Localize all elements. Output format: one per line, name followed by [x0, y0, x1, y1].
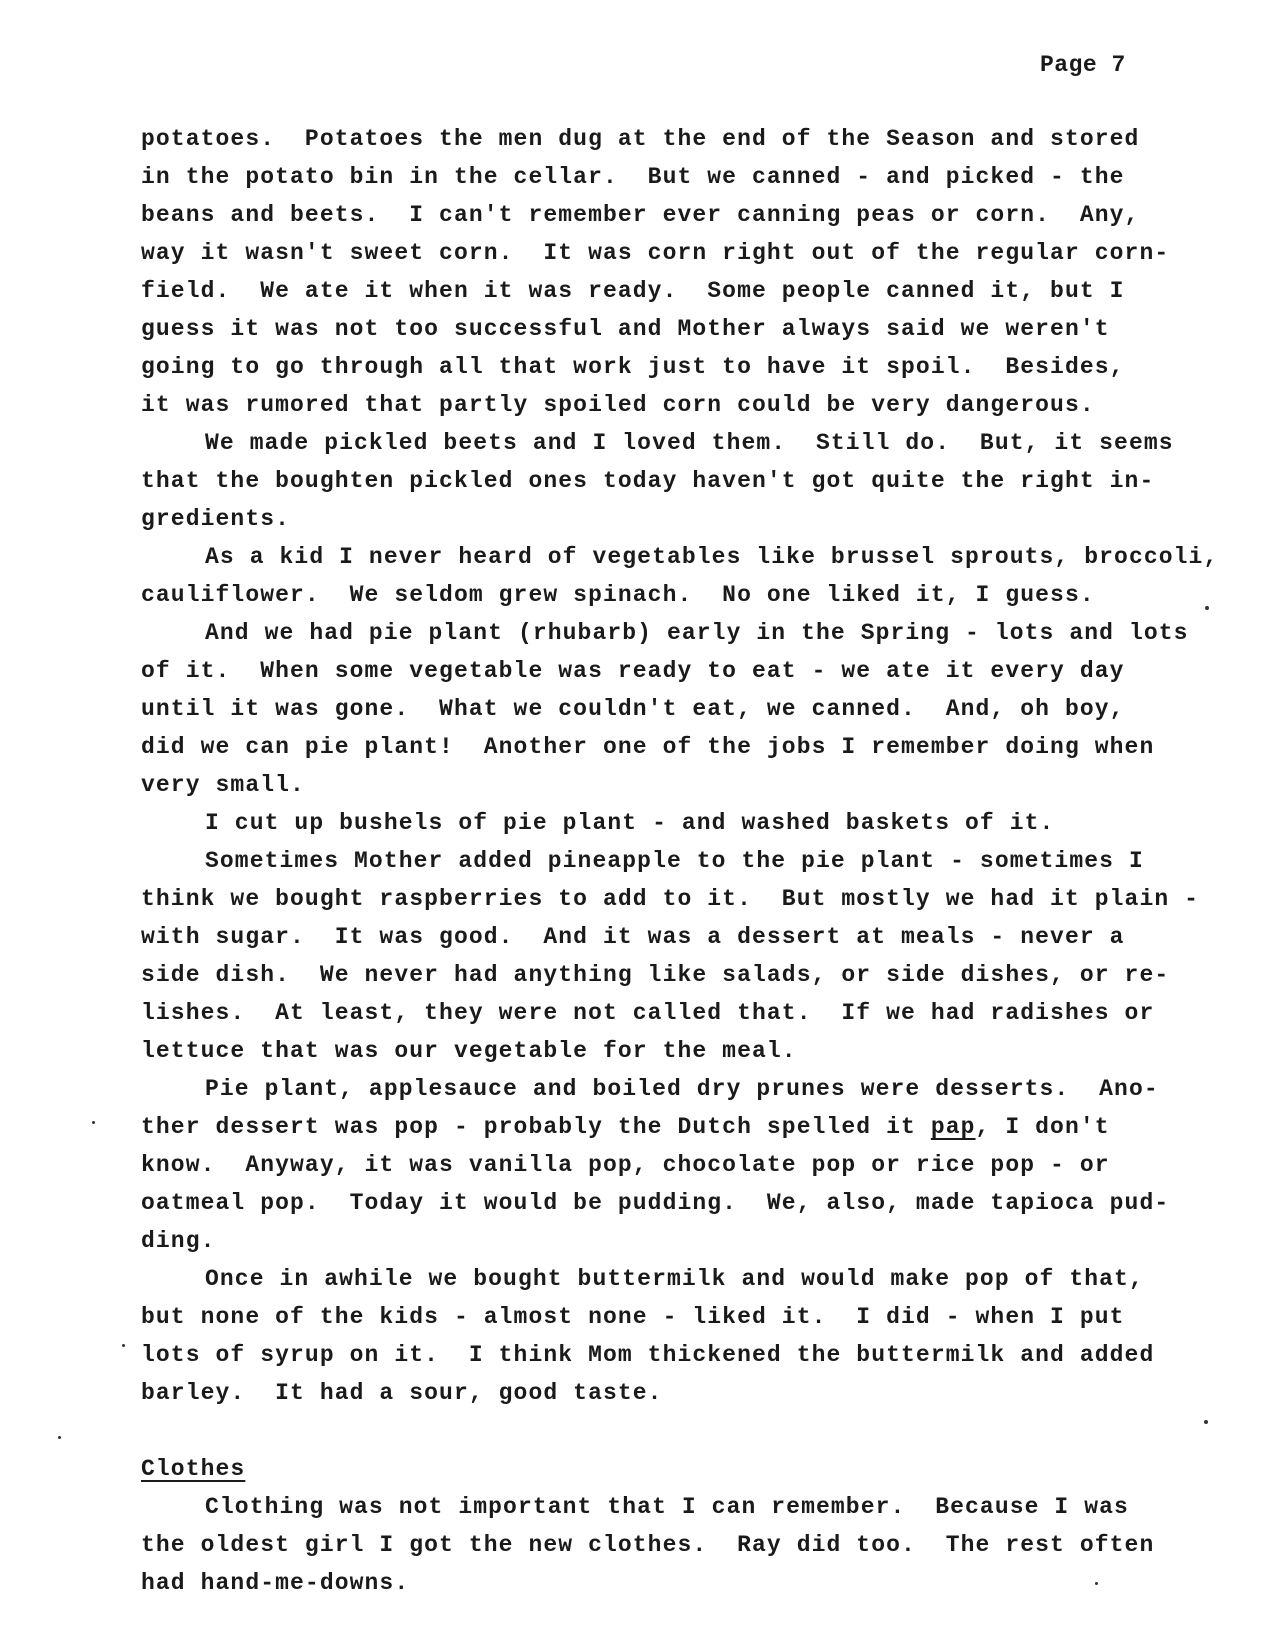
text-line: going to go through all that work just to have it spoil. Besides,	[141, 354, 1125, 380]
text-line: We made pickled beets and I loved them. Still do. But, it seems	[205, 430, 1174, 456]
paragraph-buttermilk	[141, 1260, 1261, 1412]
text-line: And we had pie plant (rhubarb) early in the Spring - lots and lots	[205, 620, 1189, 646]
text-line: cauliflower. We seldom grew spinach. No one liked it, I guess.	[141, 582, 1095, 608]
scan-speck	[122, 1344, 125, 1347]
text-line: until it was gone. What we couldn't eat, we canned. And, oh boy,	[141, 696, 1125, 722]
text-line: Clothing was not important that I can remember. Because I was	[205, 1494, 1129, 1520]
text-line: beans and beets. I can't remember ever canning peas or corn. Any,	[141, 202, 1140, 228]
paragraph-pie-plant	[141, 614, 1261, 804]
scan-speck	[92, 1121, 95, 1124]
text-line: of it. When some vegetable was ready to eat - we ate it every day	[141, 658, 1125, 684]
underlined-word: pap	[930, 1114, 976, 1140]
paragraph-potatoes-corn	[141, 120, 1261, 424]
text-line	[141, 1108, 1261, 1146]
text-line: with sugar. It was good. And it was a dessert at meals - never a	[141, 924, 1125, 950]
text-line: had hand-me-downs.	[141, 1570, 410, 1596]
text-segment: , I don't	[975, 1114, 1110, 1140]
paragraph-desserts	[141, 1070, 1261, 1260]
text-line: field. We ate it when it was ready. Some people canned it, but I	[141, 278, 1125, 304]
paragraph-pineapple	[141, 842, 1261, 1070]
text-line: Sometimes Mother added pineapple to the pie plant - sometimes I	[205, 848, 1144, 874]
text-line: think we bought raspberries to add to it. But mostly we had it plain -	[141, 886, 1200, 912]
text-line: potatoes. Potatoes the men dug at the end of the Season and stored	[141, 126, 1140, 152]
text-line: lots of syrup on it. I think Mom thickened the buttermilk and added	[141, 1342, 1155, 1368]
paragraph-pickled-beets	[141, 424, 1261, 538]
text-line: side dish. We never had anything like salads, or side dishes, or re-	[141, 962, 1170, 988]
text-line: I cut up bushels of pie plant - and washed baskets of it.	[205, 810, 1055, 836]
scan-speck	[1095, 1582, 1098, 1585]
text-line: very small.	[141, 772, 305, 798]
text-line: gredients.	[141, 506, 291, 532]
text-line: Pie plant, applesauce and boiled dry prunes were desserts. Ano-	[205, 1076, 1159, 1102]
text-line: the oldest girl I got the new clothes. Ray did too. The rest often	[141, 1532, 1155, 1558]
text-line: ding.	[141, 1228, 216, 1254]
text-segment: ther dessert was pop - probably the Dutch spelled it	[141, 1114, 931, 1140]
text-line: lishes. At least, they were not called that. If we had radishes or	[141, 1000, 1155, 1026]
paragraph-bushels	[141, 804, 1261, 842]
text-line: that the boughten pickled ones today haven't got quite the right in-	[141, 468, 1155, 494]
text-line: it was rumored that partly spoiled corn could be very dangerous.	[141, 392, 1095, 418]
text-line: oatmeal pop. Today it would be pudding. We, also, made tapioca pud-	[141, 1190, 1170, 1216]
scan-speck	[1204, 1420, 1208, 1424]
text-line: but none of the kids - almost none - liked it. I did - when I put	[141, 1304, 1125, 1330]
section-clothes	[141, 1450, 1261, 1602]
blank-line	[141, 1412, 1261, 1450]
text-line: know. Anyway, it was vanilla pop, chocolate pop or rice pop - or	[141, 1152, 1110, 1178]
section-heading: Clothes	[141, 1456, 246, 1482]
paragraph-vegetables	[141, 538, 1261, 614]
text-line: barley. It had a sour, good taste.	[141, 1380, 663, 1406]
text-line: Once in awhile we bought buttermilk and would make pop of that,	[205, 1266, 1144, 1292]
scan-speck	[58, 1436, 61, 1439]
text-line: As a kid I never heard of vegetables like brussel sprouts, broccoli,	[205, 544, 1219, 570]
text-line: in the potato bin in the cellar. But we canned - and picked - the	[141, 164, 1125, 190]
text-line: did we can pie plant! Another one of the jobs I remember doing when	[141, 734, 1155, 760]
text-line: guess it was not too successful and Mother always said we weren't	[141, 316, 1110, 342]
page-body	[141, 120, 1261, 1602]
scan-speck	[1205, 606, 1209, 610]
text-line: lettuce that was our vegetable for the meal.	[141, 1038, 797, 1064]
page-number: Page 7	[1040, 52, 1126, 78]
text-line: way it wasn't sweet corn. It was corn right out of the regular corn-	[141, 240, 1170, 266]
